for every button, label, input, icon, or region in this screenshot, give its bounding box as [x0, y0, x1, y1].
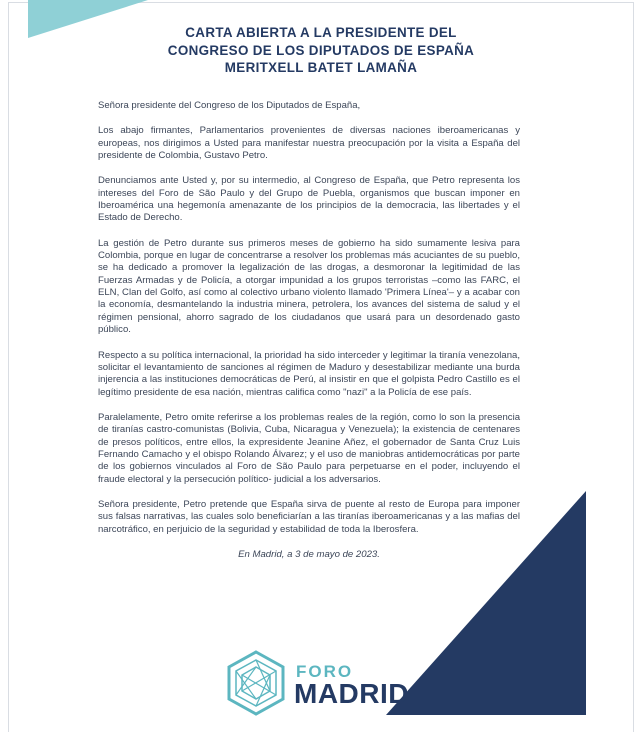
paragraph-denuncia: Denunciamos ante Usted y, por su intermedio, al Congreso de España, que Petro representa los intereses del Foro de São Paulo y del Grupo de Puebla, organismos que buscan imponer en Iberoamérica una hegemonía amenazante de los principios de la democracia, las libertades y el Estado de Derecho.: [98, 175, 520, 224]
title-line-1: CARTA ABIERTA A LA PRESIDENTE DEL: [185, 25, 457, 40]
letter-title: [90, 24, 552, 77]
paragraph-intro: Los abajo firmantes, Parlamentarios provenientes de diversas naciones iberoamericanas y europeas, nos dirigimos a Usted para manifestar nuestra preocupación por la visita a España del presidente de Colombia, Gustavo Petro.: [98, 125, 520, 162]
foro-madrid-logo: [226, 650, 409, 716]
paragraph-gestion: La gestión de Petro durante sus primeros meses de gobierno ha sido sumamente lesiva para Colombia, porque en lugar de concentrarse a resolver los problemas más acuciantes de su pueblo, se ha dedicado a promover la legalización de las drogas, a desmoronar la legitimidad de las Fuerzas Armadas y de Policía, a otorgar impunidad a los grupos terroristas –como las FARC, el ELN, Clan del Golfo, así como al colectivo urbano violento llamado 'Primera Línea'– y a acabar con la economía, desmantelando la industria minera, petrolera, los avances del sistema de salud y el régimen pensional, ahorro sagrado de los ciudadanos que usará para un desordenado gasto público.: [98, 237, 520, 336]
title-line-2: CONGRESO DE LOS DIPUTADOS DE ESPAÑA: [167, 42, 475, 58]
paragraph-paralelamente: Paralelamente, Petro omite referirse a los problemas reales de la región, como lo son la presencia de tiranías castro-comunistas (Bolivia, Cuba, Nicaragua y Venezuela); la existencia de centenares de presos políticos, entre ellos, la expresidente Jeanine Añez, el gobernador de Santa Cruz Luis Fernando Camacho y el obispo Rolando Álvarez; y el uso de maniobras antidemocráticas por parte de los gobiernos vinculados al Foro de São Paulo para perpetuarse en el poder, incluyendo el fraude electoral y la persecución político- judicial a los adversarios.: [98, 411, 520, 485]
paragraph-closing: Señora presidente, Petro pretende que España sirva de puente al resto de Europa para imponer sus falsas narrativas, las cuales solo beneficiarían a las tiranías iberoamericanas y a las mafias del narcotráfico, en perjuicio de la seguridad y estabilidad de toda la Iberosfera.: [98, 498, 520, 535]
hexagon-logo-icon: [226, 650, 286, 716]
logo-word-madrid: MADRID: [294, 678, 409, 709]
place-date: En Madrid, a 3 de mayo de 2023.: [238, 548, 380, 560]
paragraph-politica-internacional: Respecto a su política internacional, la prioridad ha sido interceder y legitimar la tiranía venezolana, solicitar el levantamiento de sanciones al régimen de Maduro y desestabilizar mediante una burda injerencia a las instituciones democráticas de Perú, al insistir en que el golpista Pedro Castillo es el legítimo presidente de esa nación, mientras califica como "nazi" a la Policía de ese país.: [98, 349, 520, 398]
page-border-right: [633, 2, 634, 732]
letter-body: [98, 100, 520, 560]
salutation: Señora presidente del Congreso de los Diputados de España,: [98, 100, 361, 111]
page-border-left: [8, 2, 9, 732]
title-line-3: MERITXELL BATET LAMAÑA: [224, 60, 418, 75]
logo-word-foro: FORO: [296, 662, 354, 681]
